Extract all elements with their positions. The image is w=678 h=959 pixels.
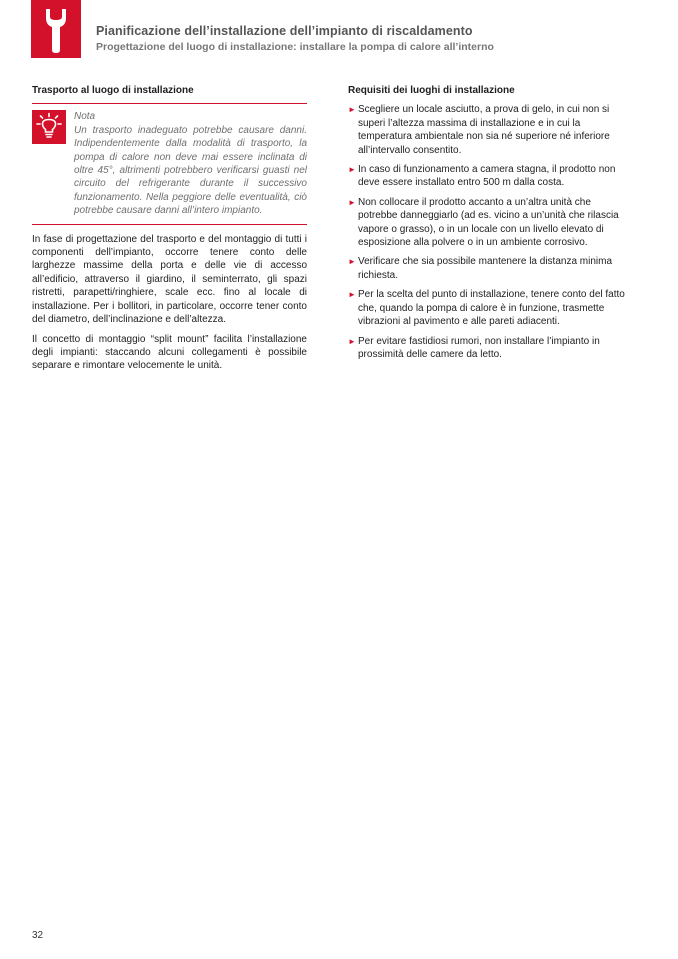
note-divider [32,224,307,225]
left-column [32,84,307,379]
transport-paragraph-1: In fase di progettazione del trasporto e del montaggio di tutti i componenti dell’impianto, occorre tenere conto delle larghezze massime della porta e delle vie di accesso all’edificio, attraverso il giardino, il seminterrato, gli spazi ristretti, parapetti/ringhiere, scale ecc. fino al locale di installazione. Per i bollitori, in particolare, occorre tener conto del diametro, dell’inclinazione e dell’altezza. [32,233,307,326]
note-box [32,110,307,217]
list-item-text: Scegliere un locale asciutto, a prova di gelo, in cui non si superi l’altezza massima di installazione e in cui la temperatura ambientale non sia né superiore né inferiore all’intervallo consentito. [358,104,610,156]
bullet-arrow-icon: ► [348,257,356,267]
bullet-arrow-icon: ► [348,165,356,175]
note-title: Nota [74,111,96,123]
page-number: 32 [32,930,44,941]
bullet-arrow-icon: ► [348,290,356,300]
note-icon-box [32,110,66,144]
bullet-arrow-icon: ► [348,336,356,346]
list-item [348,255,626,282]
list-item-text: Non collocare il prodotto accanto a un’altra unità che potrebbe danneggiarlo (ad es. vicino a un’unità che rilascia vapore o grasso), o in un locale con un livello elevato di esposizione alla polvere o in un ambiente corrosivo. [358,196,619,249]
transport-paragraph-2: Il concetto di montaggio “split mount” facilita l’installazione degli impianti: staccando alcuni collegamenti è possibile separare e rimontare velocemente le unità. [32,333,307,372]
heading-divider [32,103,307,104]
page-title: Pianificazione dell’installazione dell’impianto di riscaldamento [96,24,473,38]
list-item [348,196,626,250]
header-logo [31,0,81,58]
list-item-text: Verificare che sia possibile mantenere la distanza minima richiesta. [358,256,613,281]
list-item-text: Per la scelta del punto di installazione, tenere conto del fatto che, quando la pompa di calore è in funzione, trasmette vibrazioni al pavimento e alle pareti adiacenti. [358,289,625,328]
lightbulb-icon [32,110,66,144]
list-item [348,335,626,362]
list-item-text: Per evitare fastidiosi rumori, non installare l’impianto in prossimità delle camere da letto. [358,335,600,360]
transport-heading: Trasporto al luogo di installazione [32,85,194,96]
bullet-arrow-icon: ► [348,197,356,207]
requirements-heading: Requisiti dei luoghi di installazione [348,85,515,96]
wrench-icon [31,0,81,58]
requirements-list [348,103,626,361]
list-item [348,163,626,190]
list-item [348,103,626,157]
right-column [348,84,626,367]
note-text: Un trasporto inadeguato potrebbe causare danni. Indipendentemente dalla modalità di trasporto, la pompa di calore non deve mai essere inclinata di oltre 45°, altrimenti potrebbero verificarsi guasti nel circuito del refrigerante durante il successivo funzionamento. Nella peggiore delle eventualità, ciò potrebbe causare danni all’intero impianto. [74,124,307,217]
page-subtitle: Progettazione del luogo di installazione: installare la pompa di calore all’interno [96,41,494,53]
list-item [348,288,626,328]
list-item-text: In caso di funzionamento a camera stagna, il prodotto non deve essere installato entro 500 m dalla costa. [358,164,616,189]
bullet-arrow-icon: ► [348,105,356,115]
